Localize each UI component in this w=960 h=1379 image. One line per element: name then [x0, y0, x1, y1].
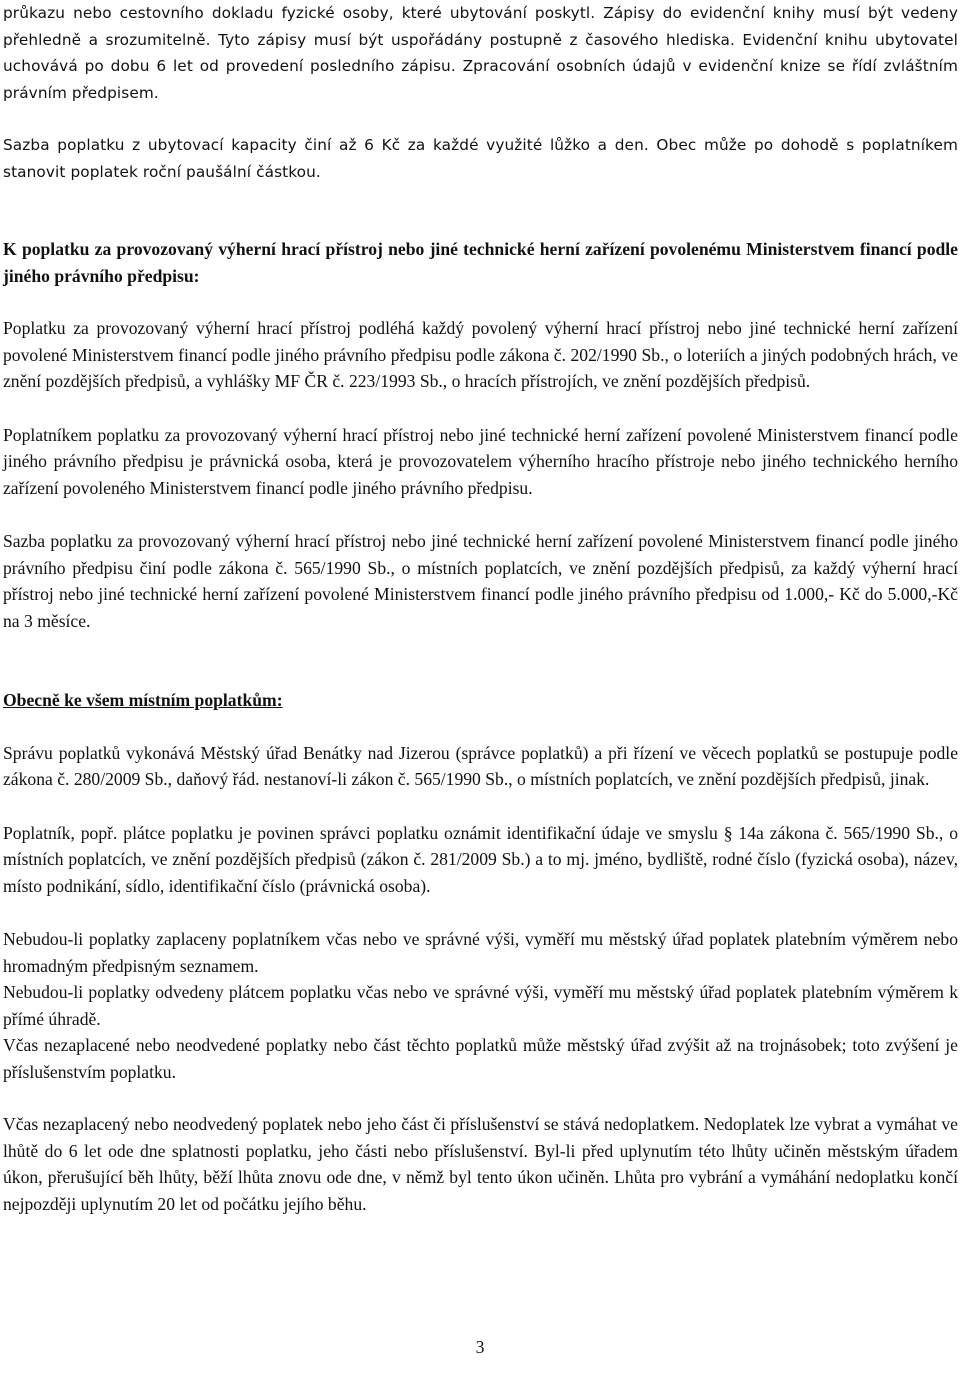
heading-gaming-machines: K poplatku za provozovaný výherní hrací přístroj nebo jiné technické herní zařízení povolenému Ministerstvem financí podle jiného právního předpisu: — [3, 239, 958, 286]
paragraph-arrears: Včas nezaplacený nebo neodvedený poplatek nebo jeho část či příslušenství se stává nedoplatkem. Nedoplatek lze vybrat a vymáhat ve lhůtě do 6 let ode dne splatnosti poplatku, jeho části nebo příslušenství. Byl-li před uplynutím této lhůty učiněn městským úřadem úkon, přerušující běh lhůty, běží lhůta znovu ode dne, v němž byl tento úkon učiněn. Lhůta pro vybrání a vymáhání nedoplatku končí nejpozději uplynutím 20 let od počátku jejího běhu. — [3, 1114, 958, 1214]
paragraph-accommodation-records: průkazu nebo cestovního dokladu fyzické osoby, které ubytování poskytl. Zápisy do evidenční knihy musí být vedeny přehledně a srozumitelně. Tyto zápisy musí být uspořádány postupně z časového hlediska. Evidenční knihu ubytovatel uchovává po dobu 6 let od provedení posledního zápisu. Zpracování osobních údajů v evidenční knize se řídí zvláštním právním předpisem. — [3, 4, 958, 102]
paragraph-gaming-machines-subject: Poplatku za provozovaný výherní hrací přístroj podléhá každý povolený výherní hrací přístroj nebo jiné technické herní zařízení povolené Ministerstvem financí podle jiného právního předpisu podle zákona č. 202/1990 Sb., o loteriích a jiných podobných hrách, ve znění pozdějších předpisů, a vyhlášky MF ČR č. 223/1993 Sb., o hracích přístrojích, ve znění pozdějších předpisů. — [3, 318, 958, 391]
page-number: 3 — [475, 1337, 485, 1357]
paragraph-fee-increase: Včas nezaplacené nebo neodvedené poplatky nebo část těchto poplatků může městský úřad zvýšit až na trojnásobek; toto zvýšení je příslušenstvím poplatku. — [3, 1035, 958, 1082]
heading-general-provisions: Obecně ke všem místním poplatkům: — [3, 690, 283, 710]
paragraph-fee-administration: Správu poplatků vykonává Městský úřad Benátky nad Jizerou (správce poplatků) a při řízení ve věcech poplatků se postupuje podle zákona č. 280/2009 Sb., daňový řád. nestanoví-li zákon č. 565/1990 Sb., o místních poplatcích, ve znění pozdějších předpisů, jinak. — [3, 742, 958, 789]
paragraph-gaming-machines-rate: Sazba poplatku za provozovaný výherní hrací přístroj nebo jiné technické herní zařízení povolené Ministerstvem financí podle jiného právního předpisu činí podle zákona č. 565/1990 Sb., o místních poplatcích, ve znění pozdějších předpisů, za každý výherní hrací přístroj nebo jiné technické herní zařízení povolené Ministerstvem financí podle jiného právního předpisu od 1.000,- Kč do 5.000,-Kč na 3 měsíce. — [3, 531, 958, 631]
paragraph-unpaid-by-collector: Nebudou-li poplatky odvedeny plátcem poplatku včas nebo ve správné výši, vyměří mu městský úřad poplatek platebním výměrem k přímé úhradě. — [3, 982, 958, 1029]
paragraph-accommodation-rate: Sazba poplatku z ubytovací kapacity činí až 6 Kč za každé využité lůžko a den. Obec může po dohodě s poplatníkem stanovit poplatek roční paušální částkou. — [3, 136, 958, 181]
paragraph-identification-data: Poplatník, popř. plátce poplatku je povinen správci poplatku oznámit identifikační údaje ve smyslu § 14a zákona č. 565/1990 Sb., o místních poplatcích, ve znění pozdějších předpisů (zákon č. 281/2009 Sb.) a to mj. jméno, bydliště, rodné číslo (fyzická osoba), název, místo podnikání, sídlo, identifikační číslo (právnická osoba). — [3, 822, 958, 896]
paragraph-unpaid-by-payer: Nebudou-li poplatky zaplaceny poplatníkem včas nebo ve správné výši, vyměří mu městský úřad poplatek platebním výměrem nebo hromadným předpisným seznamem. — [3, 929, 958, 976]
paragraph-gaming-machines-payer: Poplatníkem poplatku za provozovaný výherní hrací přístroj nebo jiné technické herní zařízení povolené Ministerstvem financí podle jiného právního předpisu je právnická osoba, která je provozovatelem výherního hracího přístroje nebo jiného technického herního zařízení povoleného Ministerstvem financí podle jiného právního předpisu. — [3, 424, 958, 498]
